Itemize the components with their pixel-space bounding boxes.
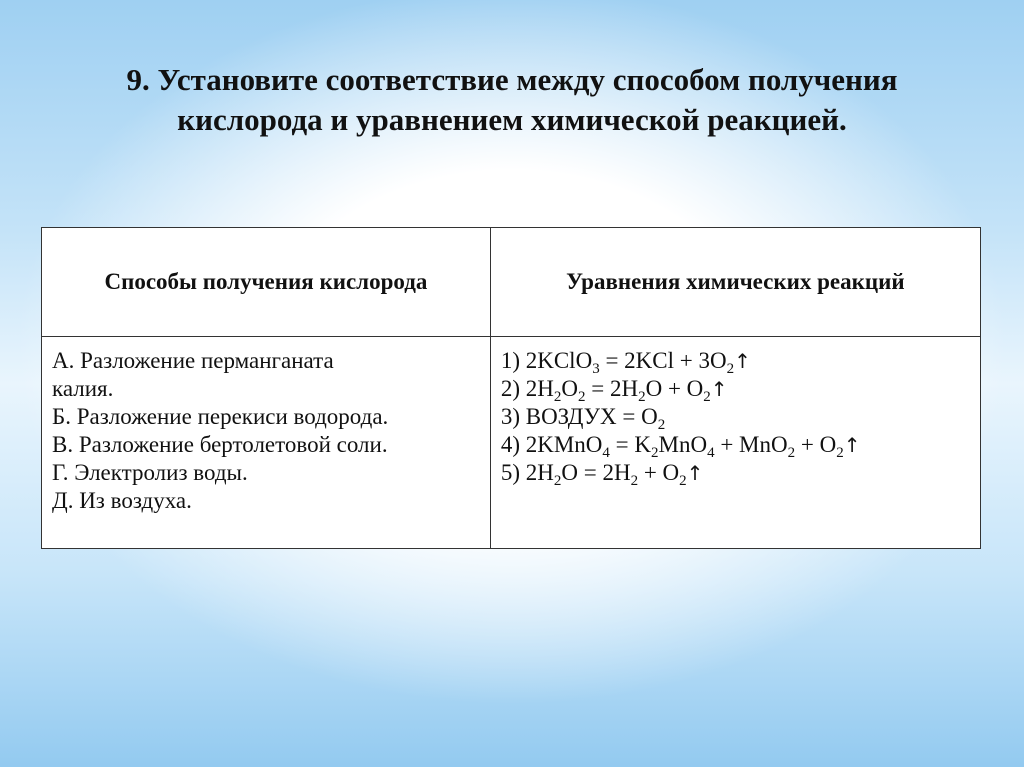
equation-item [501, 375, 970, 403]
gas-arrow-icon: ↑ [710, 377, 728, 401]
formula-text: + O [638, 460, 680, 485]
formula-text: = K [609, 432, 651, 457]
gas-arrow-icon: ↑ [843, 433, 861, 457]
formula-text: O = 2H [561, 460, 631, 485]
method-item: А. Разложение перманганата [52, 348, 334, 373]
formula-text: O + O [645, 376, 704, 401]
method-item: Г. Электролиз воды. [52, 460, 248, 485]
formula-text: 2KMnO [525, 432, 603, 457]
formula-text: 2KClO [525, 348, 593, 373]
equation-item [501, 431, 970, 459]
subscript: 2 [657, 417, 666, 433]
formula-text: ВОЗДУХ = O [525, 404, 658, 429]
equation-number: 4) [500, 432, 526, 457]
formula-text: + MnO [714, 432, 788, 457]
subscript: 2 [553, 473, 562, 489]
formula-text: = 2KCl + 3O [599, 348, 727, 373]
subscript: 4 [707, 445, 715, 461]
method-item: калия. [52, 376, 114, 401]
method-item: Д. Из воздуха. [52, 488, 192, 513]
slide-title [60, 60, 964, 140]
method-item: Б. Разложение перекиси водорода. [52, 404, 389, 429]
subscript: 2 [638, 389, 646, 405]
equations-cell [490, 337, 980, 549]
equation-number: 3) [500, 404, 526, 429]
equation-item [501, 403, 970, 431]
subscript: 2 [651, 445, 659, 461]
equation-number: 2) [500, 376, 526, 401]
formula-text: 2H [525, 376, 554, 401]
subscript: 4 [602, 445, 610, 461]
equation-item [501, 459, 970, 487]
formula-text: + O [795, 432, 837, 457]
method-item: В. Разложение бертолетовой соли. [52, 432, 388, 457]
subscript: 2 [553, 389, 562, 405]
title-line-1: 9. Установите соответствие между способом получения [126, 62, 898, 97]
formula-text: O [561, 376, 578, 401]
subscript: 3 [592, 361, 600, 377]
subscript: 2 [726, 361, 735, 377]
header-equations: Уравнения химических реакций [490, 228, 980, 337]
subscript: 2 [836, 445, 844, 461]
methods-cell [42, 337, 491, 549]
subscript: 2 [787, 445, 796, 461]
equation-number: 1) [500, 348, 526, 373]
header-methods: Способы получения кислорода [42, 228, 491, 337]
content-row [42, 337, 981, 549]
formula-text: MnO [658, 432, 708, 457]
gas-arrow-icon: ↑ [686, 461, 704, 485]
subscript: 2 [703, 389, 711, 405]
equation-item [501, 347, 970, 375]
gas-arrow-icon: ↑ [734, 349, 751, 373]
subscript: 2 [577, 389, 586, 405]
subscript: 2 [679, 473, 687, 489]
title-line-2: кислорода и уравнением химической реакцией. [177, 102, 847, 137]
formula-text: 2H [525, 460, 554, 485]
equation-number: 5) [500, 460, 526, 485]
matching-table [41, 227, 981, 549]
subscript: 2 [630, 473, 639, 489]
header-row [42, 228, 981, 337]
formula-text: = 2H [585, 376, 639, 401]
